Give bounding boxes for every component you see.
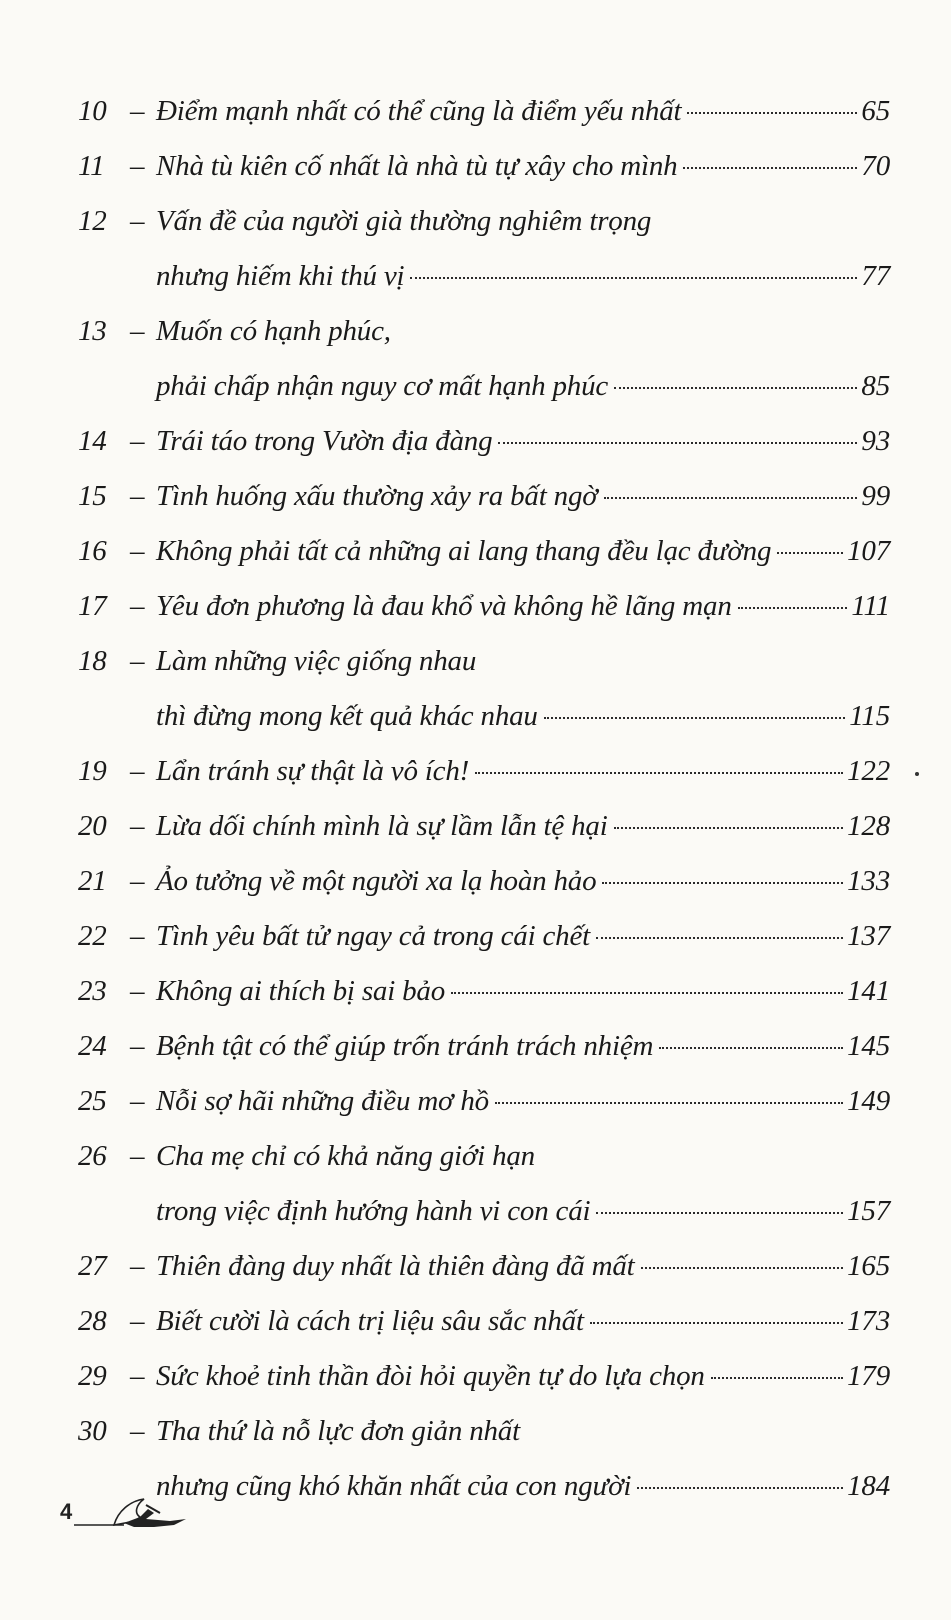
- toc-entry: [78, 964, 890, 1019]
- page-ref: 179: [847, 1360, 890, 1392]
- page-ref: 145: [847, 1030, 890, 1062]
- chapter-title: Sức khoẻ tinh thần đòi hỏi quyền tự do lựa chọn: [156, 1360, 705, 1392]
- toc-line: [78, 1404, 890, 1459]
- chapter-dash: –: [130, 920, 145, 952]
- chapter-title: Làm những việc giống nhau: [156, 645, 477, 677]
- dot-leader: [475, 772, 843, 774]
- dot-leader: [410, 277, 857, 279]
- chapter-dash: –: [130, 1360, 145, 1392]
- chapter-number: 19: [78, 755, 107, 787]
- page-ref: 141: [847, 975, 890, 1007]
- toc-entry: [78, 524, 890, 579]
- toc-line: [78, 689, 890, 744]
- chapter-dash: –: [130, 95, 145, 127]
- chapter-dash: –: [130, 1415, 145, 1447]
- dot-leader: [683, 167, 857, 169]
- dot-leader: [590, 1322, 843, 1324]
- chapter-number: 29: [78, 1360, 107, 1392]
- chapter-number: 21: [78, 865, 107, 897]
- chapter-title: thì đừng mong kết quả khác nhau: [156, 700, 538, 732]
- chapter-title: nhưng hiếm khi thú vị: [156, 260, 405, 292]
- chapter-dash: –: [130, 590, 145, 622]
- chapter-number: 20: [78, 810, 107, 842]
- chapter-dash: –: [130, 1140, 145, 1172]
- chapter-number: 26: [78, 1140, 107, 1172]
- page-ref: 133: [847, 865, 890, 897]
- chapter-title: Nhà tù kiên cố nhất là nhà tù tự xây cho mình: [156, 150, 678, 182]
- dot-leader: [544, 717, 846, 719]
- chapter-dash: –: [130, 315, 145, 347]
- chapter-title: Muốn có hạnh phúc,: [156, 315, 391, 347]
- chapter-number: 30: [78, 1415, 107, 1447]
- dot-leader: [738, 607, 848, 609]
- chapter-title: nhưng cũng khó khăn nhất của con người: [156, 1470, 632, 1502]
- chapter-number: 28: [78, 1305, 107, 1337]
- page-footer: [60, 1495, 200, 1535]
- dot-leader: [659, 1047, 843, 1049]
- toc-entry: [78, 1349, 890, 1404]
- toc-line: [78, 1184, 890, 1239]
- print-speck: [915, 772, 919, 776]
- toc-entry: [78, 139, 890, 194]
- chapter-number: 17: [78, 590, 107, 622]
- toc-line: [78, 579, 890, 634]
- chapter-title: Lừa dối chính mình là sự lầm lẫn tệ hại: [156, 810, 608, 842]
- chapter-number: 12: [78, 205, 107, 237]
- chapter-title: Vấn đề của người già thường nghiêm trọng: [156, 205, 652, 237]
- chapter-number: 13: [78, 315, 107, 347]
- page-ref: 184: [847, 1470, 890, 1502]
- toc-entry: [78, 304, 890, 414]
- chapter-number: 11: [78, 150, 105, 182]
- toc-entry: [78, 194, 890, 304]
- quill-ornament-icon: [74, 1495, 194, 1536]
- chapter-dash: –: [130, 425, 145, 457]
- chapter-dash: –: [130, 205, 145, 237]
- toc-line: [78, 469, 890, 524]
- page-ref: 99: [861, 480, 890, 512]
- toc-line: [78, 634, 890, 689]
- page-ref: 165: [847, 1250, 890, 1282]
- chapter-title: Tình yêu bất tử ngay cả trong cái chết: [156, 920, 590, 952]
- toc-line: [78, 1074, 890, 1129]
- toc-line: [78, 304, 890, 359]
- page-ref: 122: [847, 755, 890, 787]
- chapter-dash: –: [130, 535, 145, 567]
- chapter-number: 10: [78, 95, 107, 127]
- toc-line: [78, 1129, 890, 1184]
- page-ref: 173: [847, 1305, 890, 1337]
- chapter-number: 25: [78, 1085, 107, 1117]
- chapter-title: Nỗi sợ hãi những điều mơ hồ: [156, 1085, 489, 1117]
- page-ref: 115: [849, 700, 890, 732]
- chapter-number: 18: [78, 645, 107, 677]
- chapter-dash: –: [130, 645, 145, 677]
- toc-line: [78, 1019, 890, 1074]
- page-ref: 111: [851, 590, 890, 622]
- chapter-title: Lẩn tránh sự thật là vô ích!: [156, 755, 470, 787]
- toc-entry: [78, 579, 890, 634]
- toc-line: [78, 194, 890, 249]
- toc-entry: [78, 84, 890, 139]
- toc-entry: [78, 414, 890, 469]
- chapter-number: 16: [78, 535, 107, 567]
- toc-line: [78, 84, 890, 139]
- chapter-dash: –: [130, 975, 145, 1007]
- page-ref: 93: [861, 425, 890, 457]
- page-ref: 107: [847, 535, 890, 567]
- dot-leader: [604, 497, 858, 499]
- toc-entry: [78, 1019, 890, 1074]
- page-ref: 85: [861, 370, 890, 402]
- page-ref: 77: [861, 260, 890, 292]
- page-ref: 149: [847, 1085, 890, 1117]
- toc-line: [78, 964, 890, 1019]
- dot-leader: [614, 387, 857, 389]
- chapter-title: Điểm mạnh nhất có thể cũng là điểm yếu nhất: [156, 95, 682, 127]
- chapter-dash: –: [130, 865, 145, 897]
- toc-entry: [78, 854, 890, 909]
- chapter-number: 27: [78, 1250, 107, 1282]
- dot-leader: [596, 937, 843, 939]
- chapter-number: 15: [78, 480, 107, 512]
- chapter-title: Tình huống xấu thường xảy ra bất ngờ: [156, 480, 598, 512]
- chapter-title: Thiên đàng duy nhất là thiên đàng đã mất: [156, 1250, 635, 1282]
- dot-leader: [687, 112, 857, 114]
- chapter-number: 14: [78, 425, 107, 457]
- dot-leader: [641, 1267, 844, 1269]
- chapter-title: Không phải tất cả những ai lang thang đều lạc đường: [156, 535, 772, 567]
- toc-entry: [78, 1239, 890, 1294]
- chapter-title: Tha thứ là nỗ lực đơn giản nhất: [156, 1415, 520, 1447]
- chapter-number: 23: [78, 975, 107, 1007]
- chapter-title: Bệnh tật có thể giúp trốn tránh trách nhiệm: [156, 1030, 654, 1062]
- chapter-number: 24: [78, 1030, 107, 1062]
- chapter-title: Trái táo trong Vườn địa đàng: [156, 425, 493, 457]
- toc-entry: [78, 469, 890, 524]
- toc-entry: [78, 909, 890, 964]
- chapter-dash: –: [130, 1250, 145, 1282]
- dot-leader: [596, 1212, 843, 1214]
- toc-line: [78, 1349, 890, 1404]
- dot-leader: [498, 442, 857, 444]
- toc-line: [78, 414, 890, 469]
- page-number: 4: [60, 1499, 73, 1524]
- page-ref: 128: [847, 810, 890, 842]
- toc-entry: [78, 1074, 890, 1129]
- toc-entry: [78, 634, 890, 744]
- toc-line: [78, 359, 890, 414]
- toc-entry: [78, 744, 890, 799]
- chapter-title: Yêu đơn phương là đau khổ và không hề lãng mạn: [156, 590, 732, 622]
- chapter-dash: –: [130, 1305, 145, 1337]
- toc-line: [78, 909, 890, 964]
- toc-entry: [78, 799, 890, 854]
- table-of-contents: [78, 84, 890, 1514]
- dot-leader: [451, 992, 843, 994]
- chapter-title: trong việc định hướng hành vi con cái: [156, 1195, 591, 1227]
- dot-leader: [637, 1487, 843, 1489]
- chapter-number: 22: [78, 920, 107, 952]
- page-ref: 70: [861, 150, 890, 182]
- dot-leader: [777, 552, 843, 554]
- toc-entry: [78, 1129, 890, 1239]
- dot-leader: [495, 1102, 843, 1104]
- toc-line: [78, 1294, 890, 1349]
- dot-leader: [711, 1377, 843, 1379]
- chapter-dash: –: [130, 1085, 145, 1117]
- chapter-dash: –: [130, 480, 145, 512]
- chapter-title: phải chấp nhận nguy cơ mất hạnh phúc: [156, 370, 609, 402]
- toc-entry: [78, 1294, 890, 1349]
- page-ref: 65: [861, 95, 890, 127]
- dot-leader: [602, 882, 843, 884]
- toc-line: [78, 139, 890, 194]
- page-ref: 137: [847, 920, 890, 952]
- toc-line: [78, 1239, 890, 1294]
- chapter-dash: –: [130, 150, 145, 182]
- dot-leader: [614, 827, 844, 829]
- chapter-dash: –: [130, 1030, 145, 1062]
- page-ref: 157: [847, 1195, 890, 1227]
- toc-line: [78, 524, 890, 579]
- toc-line: [78, 744, 890, 799]
- chapter-title: Biết cười là cách trị liệu sâu sắc nhất: [156, 1305, 584, 1337]
- chapter-title: Cha mẹ chỉ có khả năng giới hạn: [156, 1140, 535, 1172]
- toc-line: [78, 854, 890, 909]
- toc-line: [78, 799, 890, 854]
- chapter-dash: –: [130, 810, 145, 842]
- chapter-title: Không ai thích bị sai bảo: [156, 975, 446, 1007]
- chapter-title: Ảo tưởng về một người xa lạ hoàn hảo: [156, 865, 597, 897]
- toc-line: [78, 249, 890, 304]
- chapter-dash: –: [130, 755, 145, 787]
